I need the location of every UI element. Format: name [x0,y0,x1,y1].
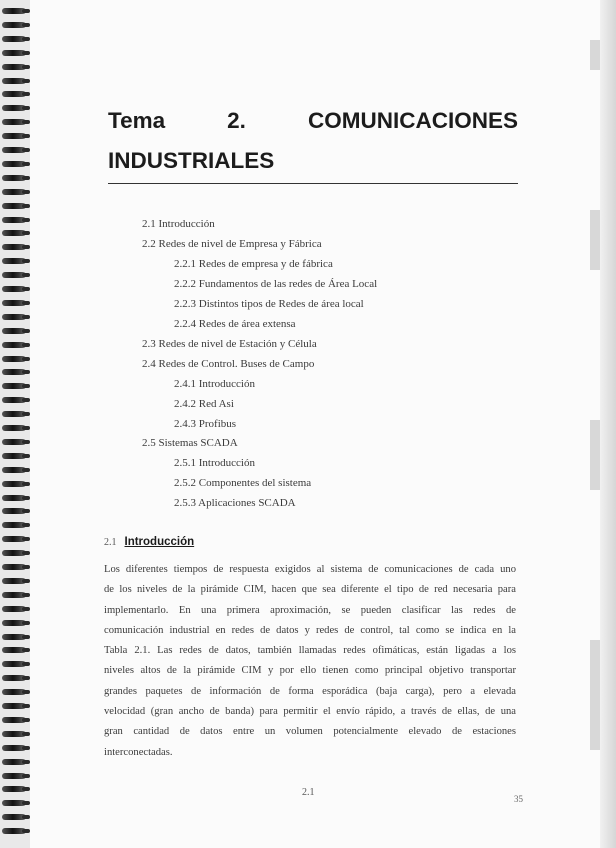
chapter-title [108,101,518,181]
toc-item: 2.3 Redes de nivel de Estación y Célula [142,337,317,350]
toc-item: 2.4 Redes de Control. Buses de Campo [142,357,315,370]
title-word-number: 2. [227,108,246,133]
binding-coil [2,369,26,375]
binding-coil [2,453,26,459]
document-page [30,0,600,848]
toc-item: 2.2.2 Fundamentos de las redes de Área Local [174,277,378,290]
scan-edge [598,0,616,848]
paragraph-line: gran cantidad de datos entre un volumen potencialmente elevado de estaciones [104,726,516,738]
binding-coil [2,383,26,389]
toc-item: 2.2.4 Redes de área extensa [174,317,296,330]
binding-coil [2,147,26,153]
binding-coil [2,36,26,42]
paragraph-line: interconectadas. [104,746,173,758]
binding-coil [2,759,26,765]
toc-item: 2.5.3 Aplicaciones SCADA [174,497,296,510]
section-paragraph [104,560,516,763]
paragraph-line: Tabla 2.1. Las redes de datos, también llamadas redes ofimáticas, están ligadas a los [104,645,516,657]
title-divider [108,183,518,184]
toc-item: 2.1 Introducción [142,218,215,230]
binding-coil [2,661,26,667]
binding-coil [2,550,26,556]
binding-coil [2,411,26,417]
binding-coil [2,508,26,514]
binding-coil [2,745,26,751]
chapter-title-line2: INDUSTRIALES [108,148,275,173]
toc-item: 2.4.3 Profibus [174,417,237,430]
binding-coil [2,64,26,70]
binding-coil [2,773,26,779]
binding-coil [2,481,26,487]
binding-coil [2,119,26,125]
section-number: 2.1 [104,537,117,548]
paragraph-line: comunicación industrial en redes de datos y redes de control, tal como se indica en la [104,624,516,636]
toc-item: 2.4.2 Red Asi [174,397,234,410]
binding-coil [2,105,26,111]
binding-coil [2,675,26,681]
binding-coil [2,828,26,834]
toc-item: 2.2 Redes de nivel de Empresa y Fábrica [142,237,322,250]
paragraph-line: grandes paquetes de información de forma esporádica (baja carga), pero a elevada [104,685,516,697]
binding-coil [2,800,26,806]
toc-item: 2.2.3 Distintos tipos de Redes de área local [174,297,364,310]
binding-coil [2,8,26,14]
binding-coil [2,300,26,306]
binding-coil [2,230,26,236]
binding-coil [2,175,26,181]
binding-coil [2,272,26,278]
section-title: Introducción [124,536,195,548]
binding-coil [2,78,26,84]
binding-coil [2,342,26,348]
binding-coil [2,634,26,640]
page-tab-marker [590,640,600,750]
section-heading [104,536,194,548]
binding-coil [2,536,26,542]
paragraph-line: implementarlo. En una primera aproximación, se pueden clasificar las redes de [104,604,516,616]
title-word-comunicaciones: COMUNICACIONES [307,108,518,133]
binding-coil [2,314,26,320]
binding-coil [2,647,26,653]
page-tab-marker [590,420,600,490]
binding-coil [2,356,26,362]
binding-coil [2,522,26,528]
page-tab-marker [590,210,600,270]
binding-coil [2,786,26,792]
toc-item: 2.5.1 Introducción [174,457,255,470]
page-tab-marker [590,40,600,70]
spiral-binding [0,8,30,843]
paragraph-line: Los diferentes tiempos de respuesta exigidos al sistema de comunicaciones de cada uno [104,564,516,575]
toc-item: 2.4.1 Introducción [174,377,255,390]
binding-coil [2,189,26,195]
binding-coil [2,564,26,570]
binding-coil [2,731,26,737]
binding-coil [2,258,26,264]
page-number: 2.1 [302,787,315,798]
binding-coil [2,689,26,695]
binding-coil [2,328,26,334]
paragraph-line: niveles altos de la pirámide CIM y por ello tienen como principal objetivo transportar [104,665,516,677]
binding-coil [2,244,26,250]
binding-coil [2,203,26,209]
binding-coil [2,814,26,820]
corner-page-number: 35 [514,794,523,804]
binding-coil [2,133,26,139]
toc-item: 2.2.1 Redes de empresa y de fábrica [174,257,333,270]
binding-coil [2,439,26,445]
title-word-tema: Tema [108,108,166,133]
binding-coil [2,467,26,473]
binding-coil [2,620,26,626]
toc-item: 2.5.2 Componentes del sistema [174,477,312,490]
binding-coil [2,217,26,223]
binding-coil [2,592,26,598]
binding-coil [2,495,26,501]
binding-coil [2,703,26,709]
paragraph-line: de los niveles de la pirámide CIM, hacen que sea diferente el tipo de red necesaria para [104,584,516,596]
binding-coil [2,606,26,612]
binding-coil [2,717,26,723]
binding-coil [2,425,26,431]
binding-coil [2,161,26,167]
binding-coil [2,50,26,56]
binding-coil [2,286,26,292]
chapter-title-line1 [108,101,518,141]
binding-coil [2,91,26,97]
binding-coil [2,578,26,584]
binding-coil [2,397,26,403]
paragraph-line: velocidad (gran ancho de banda) para permitir el envío rápido, a través de ellas, de una [104,706,516,718]
toc-item: 2.5 Sistemas SCADA [142,437,238,450]
binding-coil [2,22,26,28]
